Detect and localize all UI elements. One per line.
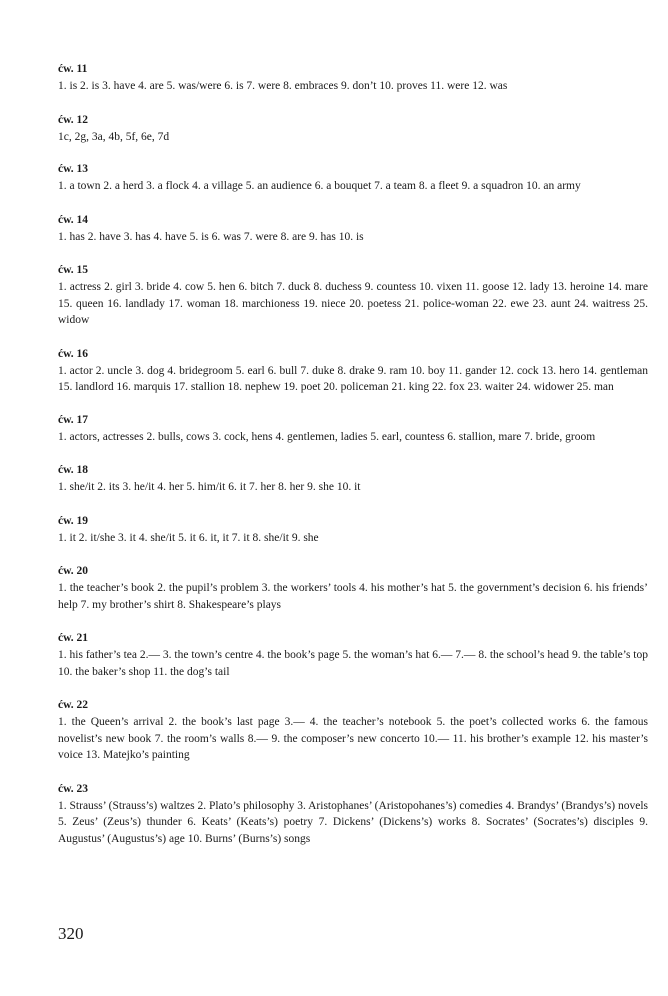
exercise-answers: 1. a town 2. a herd 3. a flock 4. a village 5. an audience 6. a bouquet 7. a team 8. a fleet 9. a squadron 10. an army <box>58 180 581 192</box>
exercise-answers: 1c, 2g, 3a, 4b, 5f, 6e, 7d <box>58 130 170 143</box>
exercise-17 <box>58 413 648 446</box>
exercise-title: ćw. 15 <box>58 264 89 276</box>
exercise-answers: 1. has 2. have 3. has 4. have 5. is 6. was 7. were 8. are 9. has 10. is <box>58 230 364 243</box>
exercise-answers: 1. actress 2. girl 3. bride 4. cow 5. hen 6. bitch 7. duck 8. duchess 9. countess 10. vixen 11. goose 12. lady 13. heroine 14. mare 15. queen 16. landlady 17. woman 18. marchioness 19. niece 20. poetess 21. police-woman 22. ewe 23. aunt 24. waitress 25. widow <box>58 281 648 326</box>
exercise-title: ćw. 23 <box>58 782 89 795</box>
exercise-21 <box>58 631 648 680</box>
exercise-answers: 1. his father’s tea 2.— 3. the town’s centre 4. the book’s page 5. the woman’s hat 6.— 7.— 8. the school’s head 9. the table’s top 10. the baker’s shop 11. the dog’s tail <box>58 649 648 678</box>
exercise-title: ćw. 18 <box>58 464 89 476</box>
exercise-answers: 1. actors, actresses 2. bulls, cows 3. cock, hens 4. gentlemen, ladies 5. earl, countess 6. stallion, mare 7. bride, groom <box>58 430 596 443</box>
exercise-22 <box>58 698 648 764</box>
exercise-title: ćw. 11 <box>58 63 88 75</box>
exercise-title: ćw. 14 <box>58 213 89 226</box>
exercise-23 <box>58 782 648 848</box>
exercise-answers: 1. it 2. it/she 3. it 4. she/it 5. it 6. it, it 7. it 8. she/it 9. she <box>58 531 319 544</box>
exercise-answers: 1. Strauss’ (Strauss’s) waltzes 2. Plato’s philosophy 3. Aristophanes’ (Aristopohanes’s) comedies 4. Brandys’ (Brandys’s) novels 5. Zeus’ (Zeus’s) thunder 6. Keats’ (Keats’s) poetry 7. Dickens’ (Dickens’s) works 8. Socrates’ (Socrates’s) disciples 9. Augustus’ (Augustus’s) age 10. Burns’ (Burns’s) songs <box>58 799 648 845</box>
exercise-19 <box>58 514 648 547</box>
answer-key-page <box>58 62 648 847</box>
exercise-14 <box>58 213 648 246</box>
exercise-answers: 1. is 2. is 3. have 4. are 5. was/were 6. is 7. were 8. embraces 9. don’t 10. proves 11. were 12. was <box>58 80 508 92</box>
exercise-title: ćw. 20 <box>58 565 89 577</box>
exercise-18 <box>58 463 648 496</box>
page-number: 320 <box>58 924 84 943</box>
exercise-title: ćw. 21 <box>58 632 89 644</box>
exercise-13 <box>58 162 648 195</box>
exercise-title: ćw. 12 <box>58 113 89 126</box>
exercise-answers: 1. the teacher’s book 2. the pupil’s problem 3. the workers’ tools 4. his mother’s hat 5. the government’s decision 6. his friends’ help 7. my brother’s shirt 8. Shakespeare’s plays <box>58 582 648 611</box>
exercise-answers: 1. the Queen’s arrival 2. the book’s last page 3.— 4. the teacher’s notebook 5. the poet’s collected works 6. the famous novelist’s new book 7. the room’s walls 8.— 9. the composer’s new concerto 10.— 11. his brother’s example 12. his master’s voice 13. Matejko’s painting <box>58 716 648 761</box>
exercise-11 <box>58 62 648 95</box>
exercise-16 <box>58 347 648 396</box>
exercise-title: ćw. 13 <box>58 163 89 175</box>
exercise-answers: 1. actor 2. uncle 3. dog 4. bridegroom 5. earl 6. bull 7. duke 8. drake 9. ram 10. boy 11. gander 12. cock 13. hero 14. gentleman 15. landlord 16. marquis 17. stallion 18. nephew 19. poet 20. policeman 21. king 22. fox 23. waiter 24. widower 25. man <box>58 364 648 393</box>
exercise-20 <box>58 564 648 613</box>
exercise-title: ćw. 22 <box>58 699 89 711</box>
exercise-title: ćw. 16 <box>58 347 89 360</box>
exercise-title: ćw. 17 <box>58 413 89 426</box>
exercise-title: ćw. 19 <box>58 514 89 527</box>
exercise-15 <box>58 263 648 329</box>
exercise-answers: 1. she/it 2. its 3. he/it 4. her 5. him/it 6. it 7. her 8. her 9. she 10. it <box>58 481 361 493</box>
exercise-12 <box>58 113 648 146</box>
